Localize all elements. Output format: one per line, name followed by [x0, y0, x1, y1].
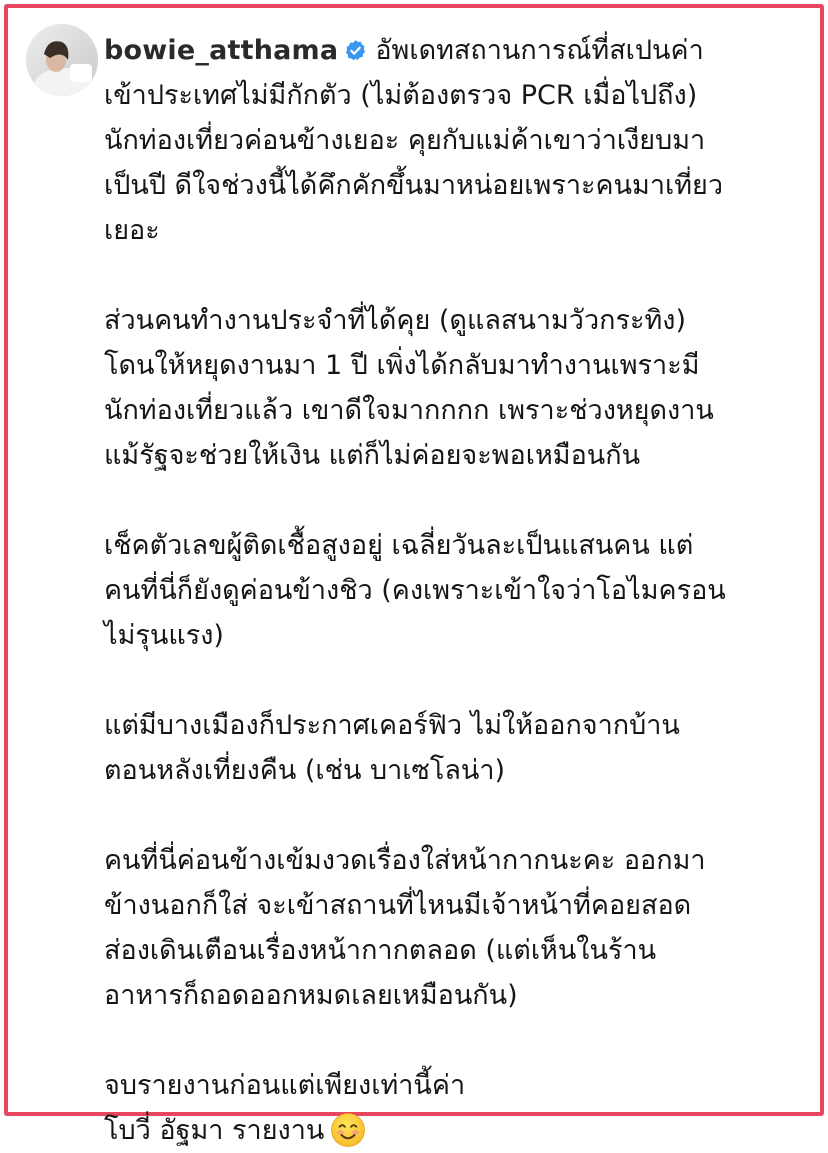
caption-line: จบรายงานก่อนแต่เพียงเท่านี้ค่า	[104, 1070, 466, 1101]
verified-badge-icon	[344, 39, 367, 62]
username-link[interactable]: bowie_atthama	[104, 35, 339, 66]
caption-line: ข้างนอกก็ใส่ จะเข้าสถานที่ไหนมีเจ้าหน้าที่คอยสอด	[104, 890, 692, 921]
profile-photo-avatar	[26, 24, 98, 96]
caption-line: นักท่องเที่ยวแล้ว เขาดีใจมากกกก เพราะช่วงหยุดงาน	[104, 395, 714, 426]
caption-line: ไม่รุนแรง)	[104, 620, 224, 651]
caption-line: คนที่นี่ก็ยังดูค่อนข้างชิว (คงเพราะเข้าใจว่าโอไมครอน	[104, 575, 726, 606]
caption-line: นักท่องเที่ยวค่อนข้างเยอะ คุยกับแม่ค้าเขาว่าเงียบมา	[104, 125, 706, 156]
caption-line: เข้าประเทศไม่มีกักตัว (ไม่ต้องตรวจ PCR เมื่อไปถึง)	[104, 80, 698, 111]
paragraph-gap	[104, 253, 804, 298]
paragraph-gap	[104, 793, 804, 838]
caption-line: โดนให้หยุดงานมา 1 ปี เพิ่งได้กลับมาทำงานเพราะมี	[104, 350, 700, 381]
avatar[interactable]	[26, 24, 98, 96]
caption-line: ส่องเดินเตือนเรื่องหน้ากากตลอด (แต่เห็นในร้าน	[104, 935, 657, 966]
caption-first-line	[104, 28, 804, 73]
caption-line: ตอนหลังเที่ยงคืน (เช่น บาเซโลน่า)	[104, 755, 506, 786]
caption-line: คนที่นี่ค่อนข้างเข้มงวดเรื่องใส่หน้ากากนะคะ ออกมา	[104, 845, 706, 876]
post-caption	[104, 28, 804, 1153]
paragraph-gap	[104, 658, 804, 703]
caption-text: อัพเดทสถานการณ์ที่สเปนค่า	[375, 35, 704, 66]
caption-line: ส่วนคนทำงานประจำที่ได้คุย (ดูแลสนามวัวกระทิง)	[104, 305, 686, 336]
caption-line: เช็คตัวเลขผู้ติดเชื้อสูงอยู่ เฉลี่ยวันละเป็นแสนคน แต่	[104, 530, 694, 561]
caption-last-line	[104, 1108, 804, 1153]
paragraph-gap	[104, 478, 804, 523]
caption-line: อาหารก็ถอดออกหมดเลยเหมือนกัน)	[104, 980, 518, 1011]
caption-line: เยอะ	[104, 215, 160, 246]
caption-line: แต่มีบางเมืองก็ประกาศเคอร์ฟิว ไม่ให้ออกจากบ้าน	[104, 710, 680, 741]
caption-text: โบวี่ อัฐมา รายงาน	[104, 1115, 325, 1146]
paragraph-gap	[104, 1018, 804, 1063]
caption-line: แม้รัฐจะช่วยให้เงิน แต่ก็ไม่ค่อยจะพอเหมือนกัน	[104, 440, 641, 471]
caption-line: เป็นปี ดีใจช่วงนี้ได้คึกคักขึ้นมาหน่อยเพราะคนมาเที่ยว	[104, 170, 723, 201]
smiling-face-emoji-icon	[330, 1112, 366, 1148]
